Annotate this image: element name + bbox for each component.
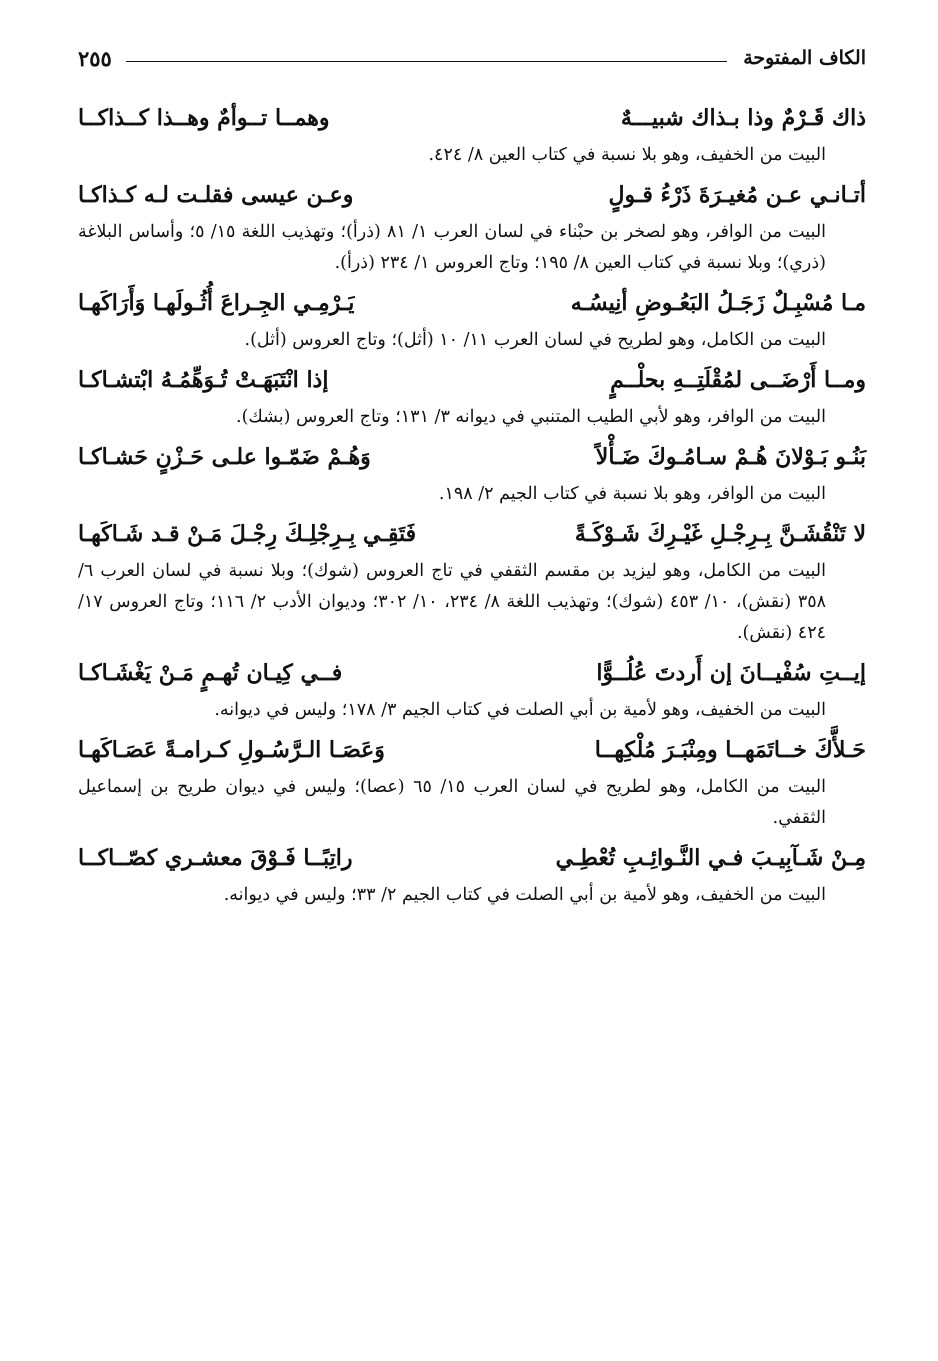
verse-entry	[78, 651, 866, 726]
first-hemistich: مـا مُسْبِـلٌ زَجَـلُ البَعُـوضِ أنِيسُـه	[570, 290, 866, 316]
verse-entries	[78, 96, 866, 911]
second-hemistich: وهمــا تــوأمٌ وهــذا كــذاكــا	[78, 105, 330, 131]
verse-line	[78, 728, 866, 772]
first-hemistich: لا تَنْقُشَـنَّ بِـرِجْـلِ غَيْـرِكَ شَـوْكَـةً	[574, 521, 866, 547]
second-hemistich: وَهُـمْ ضَمّـوا علـى حَـزْنٍ حَشـاكـا	[78, 444, 371, 470]
verse-note: البيت من الوافر، وهو لصخر بن حبْناء في لسان العرب ١/ ٨١ (ذرأ)؛ وتهذيب اللغة ١٥/ ٥؛ وأساس البلاغة (ذري)؛ وبلا نسبة في كتاب العين ٨/ ١٩٥؛ وتاج العروس ١/ ٢٣٤ (ذرأ).	[78, 222, 827, 273]
first-hemistich: مِـنْ شَـآبِيـبَ فـي النَّـوائِـبِ تُعْطِـي	[555, 845, 866, 871]
verse-note: البيت من الكامل، وهو لطريح في لسان العرب ١١/ ١٠ (أثل)؛ وتاج العروس (أثل).	[244, 330, 826, 350]
first-hemistich: أتـانـي عـن مُغيـرَةَ ذَرْءُ قـولٍ	[608, 182, 866, 208]
second-hemistich: إذا انْتَبَهَـتْ تُـوَهِّمُـهُ ابْتشـاكـا	[78, 367, 329, 393]
verse-note: البيت من الكامل، وهو ليزيد بن مقسم الثقفي في تاج العروس (شوك)؛ وبلا نسبة في لسان العرب ٦/ ٣٥٨ (نقش)، ١٠/ ٤٥٣ (شوك)؛ وتهذيب اللغة ٨/ ٢٣٤، ١٠/ ٣٠٢؛ وديوان الأدب ٢/ ١١٦؛ وتاج العروس ١٧/ ٤٢٤ (نقش).	[78, 561, 827, 643]
verse-note: البيت من الكامل، وهو لطريح في لسان العرب ١٥/ ٦٥ (عصا)؛ وليس في ديوان طريح بن إسماعيل الثقفي.	[78, 777, 826, 828]
verse-entry	[78, 836, 866, 911]
running-title: الكاف المفتوحة	[743, 47, 866, 69]
verse-entry	[78, 358, 866, 433]
verse-note: البيت من الوافر، وهو لأبي الطيب المتنبي في ديوانه ٣/ ١٣١؛ وتاج العروس (بشك).	[236, 407, 826, 427]
verse-line	[78, 651, 866, 695]
verse-entry	[78, 173, 866, 279]
verse-line	[78, 512, 866, 556]
verse-entry	[78, 512, 866, 649]
page-number: ٢٥٥	[78, 45, 112, 71]
first-hemistich: بَنُـو بَـوْلانَ هُـمْ سـامُـوكَ ضَـأْلاً	[595, 444, 866, 470]
second-hemistich: وَعَصَـا الـرَّسُـولِ كـرامـةً عَصَـاكَهـا	[78, 737, 385, 763]
second-hemistich: يَـرْمِـي الجِـراعَ أُثُـولَهـا وَأَرَاكَهـا	[78, 290, 355, 316]
verse-line	[78, 358, 866, 402]
book-page	[78, 30, 866, 1361]
verse-entry	[78, 281, 866, 356]
verse-note: البيت من الخفيف، وهو لأمية بن أبي الصلت في كتاب الجيم ٢/ ٣٣؛ وليس في ديوانه.	[223, 885, 826, 905]
verse-line	[78, 173, 866, 217]
verse-entry	[78, 728, 866, 834]
second-hemistich: راتِبًــا فَـوْقَ معشـري كصّــاكــا	[78, 845, 353, 871]
verse-note: البيت من الوافر، وهو بلا نسبة في كتاب الجيم ٢/ ١٩٨.	[438, 484, 826, 504]
second-hemistich: فَتَقِـي بِـرِجْلِـكَ رِجْـلَ مَـنْ قـد شَـاكَهـا	[78, 521, 417, 547]
verse-line	[78, 96, 866, 140]
verse-line	[78, 836, 866, 880]
second-hemistich: وعـن عيسى فقلـت لـه كـذاكـا	[78, 182, 354, 208]
verse-line	[78, 281, 866, 325]
first-hemistich: ذاك قَـرْمٌ وذا بـذاك شبيـــهٌ	[620, 105, 866, 131]
verse-entry	[78, 435, 866, 510]
verse-line	[78, 435, 866, 479]
first-hemistich: حَـلأَّكَ خــاتَمَهــا ومِنْبَـرَ مُلْكِهــا	[594, 737, 866, 763]
first-hemistich: ومــا أَرْضَــى لمُقْلَتِــهِ بحلْــمٍ	[610, 367, 866, 393]
verse-note: البيت من الخفيف، وهو بلا نسبة في كتاب العين ٨/ ٤٢٤.	[428, 145, 826, 165]
page-header	[78, 30, 866, 86]
verse-note: البيت من الخفيف، وهو لأمية بن أبي الصلت في كتاب الجيم ٣/ ١٧٨؛ وليس في ديوانه.	[214, 700, 826, 720]
first-hemistich: إيــتِ سُفْيــانَ إن أَردتَ عُلُــوًّا	[596, 660, 866, 686]
verse-entry	[78, 96, 866, 171]
header-rule	[126, 61, 727, 62]
second-hemistich: فــي كِيـان تُهـمٍ مَـنْ يَغْشَـاكـا	[78, 660, 343, 686]
